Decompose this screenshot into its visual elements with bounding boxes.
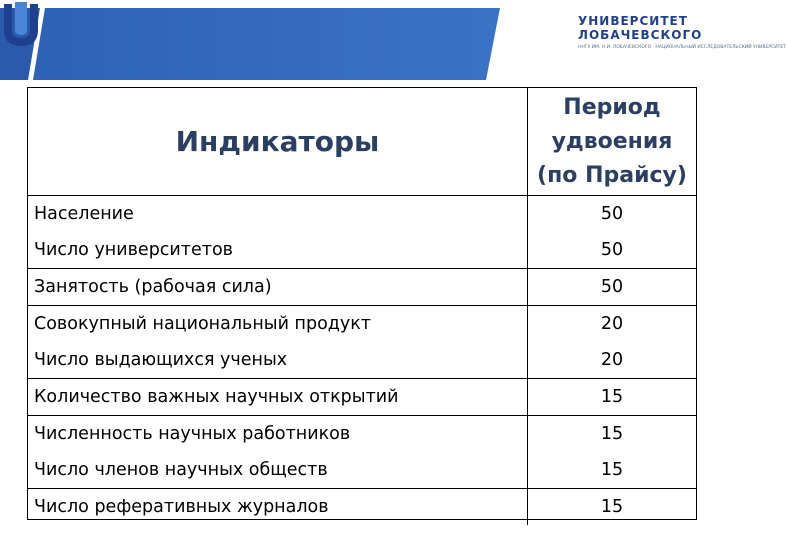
university-logo-icon <box>0 0 42 50</box>
indicator-name: Число реферативных журналов <box>34 497 329 517</box>
doubling-period: 15 <box>528 452 697 489</box>
table-row <box>28 452 696 489</box>
university-logo-text <box>578 14 786 52</box>
doubling-period: 15 <box>528 416 697 453</box>
doubling-period: 50 <box>528 269 697 306</box>
doubling-period: 50 <box>528 232 697 269</box>
indicator-name: Совокупный национальный продукт <box>34 314 372 334</box>
logo-title-line1: УНИВЕРСИТЕТ <box>578 14 688 28</box>
header-period-line: (по Прайсу) <box>537 162 687 188</box>
doubling-period: 15 <box>528 489 697 526</box>
indicator-name: Число членов научных обществ <box>28 452 528 489</box>
header-period-line: Период <box>563 94 661 120</box>
table-row <box>28 196 696 233</box>
table-row <box>28 232 696 269</box>
indicators-table <box>27 87 697 520</box>
table-row <box>28 379 696 416</box>
table-row <box>28 489 696 526</box>
table-header-row <box>28 88 696 196</box>
doubling-period: 15 <box>528 379 697 416</box>
header-band <box>0 0 786 80</box>
table-row <box>28 269 696 306</box>
doubling-period: 50 <box>528 196 697 233</box>
table-row <box>28 306 696 343</box>
header-period <box>528 88 697 196</box>
table-row <box>28 416 696 453</box>
header-stripe-main <box>33 8 500 80</box>
logo-tagline: ННГУ ИМ. Н.И. ЛОБАЧЕВСКОГО · НАЦИОНАЛЬНЫЙ ИССЛЕДОВАТЕЛЬСКИЙ УНИВЕРСИТЕТ <box>578 45 786 50</box>
header-indicators: Индикаторы <box>28 88 528 196</box>
indicator-name: Число выдающихся ученых <box>28 342 528 379</box>
doubling-period: 20 <box>528 342 697 379</box>
indicator-name: Занятость (рабочая сила) <box>28 269 528 306</box>
indicator-name: Население <box>34 204 134 224</box>
table-row <box>28 342 696 379</box>
logo-title-line2: ЛОБАЧЕВСКОГО <box>578 28 703 42</box>
indicator-name: Численность научных работников <box>34 424 351 444</box>
indicator-name: Число университетов <box>28 232 528 269</box>
doubling-period: 20 <box>528 306 697 343</box>
header-period-line: удвоения <box>551 128 673 154</box>
indicator-name: Количество важных научных открытий <box>28 379 528 416</box>
